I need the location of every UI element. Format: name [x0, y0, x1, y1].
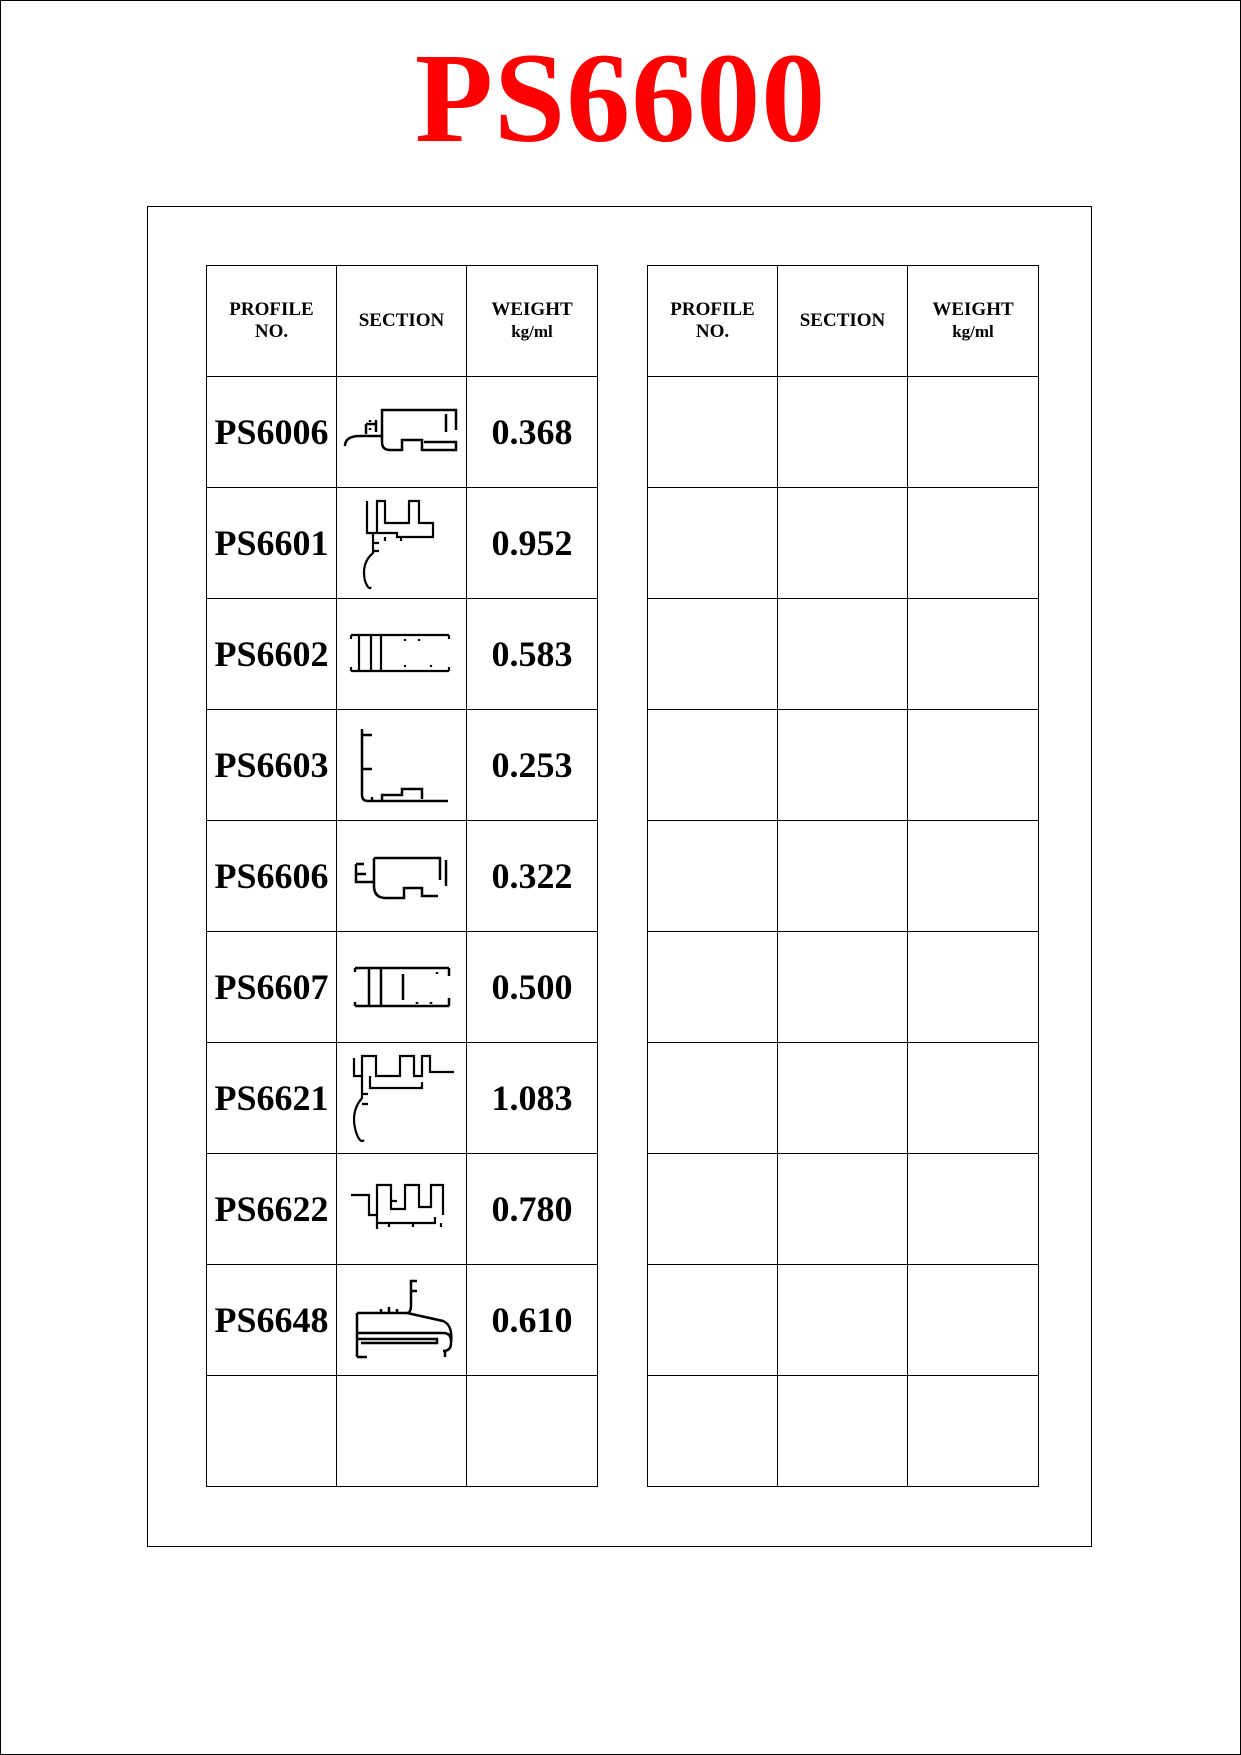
profile-ps6601-icon [357, 493, 447, 593]
weight-value: 0.583 [467, 599, 598, 710]
header-profile-label: PROFILE [229, 299, 314, 320]
profile-table-right [647, 265, 1039, 1487]
profile-number: PS6603 [207, 710, 337, 821]
empty-cell [778, 1376, 908, 1487]
empty-cell [908, 377, 1039, 488]
profile-ps6622-icon [347, 1179, 457, 1239]
header-profile-label: PROFILE [670, 299, 755, 320]
table-row [207, 488, 598, 599]
section-cell [337, 710, 467, 821]
table-row [207, 599, 598, 710]
empty-cell [778, 1265, 908, 1376]
header-unit-label: kg/ml [511, 322, 553, 341]
empty-cell [778, 932, 908, 1043]
header-no-label: NO. [254, 321, 289, 342]
table-row-empty [648, 599, 1039, 710]
section-cell [337, 821, 467, 932]
weight-value: 0.780 [467, 1154, 598, 1265]
empty-cell [207, 1376, 337, 1487]
table-row-empty [648, 1043, 1039, 1154]
table-row [207, 1043, 598, 1154]
profile-table-left [206, 265, 598, 1487]
profile-ps6603-icon [352, 725, 452, 805]
empty-cell [778, 1154, 908, 1265]
empty-cell [908, 1043, 1039, 1154]
weight-value: 0.368 [467, 377, 598, 488]
empty-cell [337, 1376, 467, 1487]
page-title: PS6600 [414, 27, 827, 169]
weight-value: 0.322 [467, 821, 598, 932]
empty-cell [778, 710, 908, 821]
empty-cell [467, 1376, 598, 1487]
profile-number: PS6621 [207, 1043, 337, 1154]
header-weight [908, 266, 1039, 377]
empty-cell [648, 599, 778, 710]
empty-cell [908, 1376, 1039, 1487]
table-row [207, 1154, 598, 1265]
header-no-label: NO. [695, 321, 730, 342]
empty-cell [908, 1154, 1039, 1265]
header-weight-label: WEIGHT [491, 299, 573, 320]
profile-number: PS6602 [207, 599, 337, 710]
table-row [207, 932, 598, 1043]
table-row [207, 710, 598, 821]
empty-cell [908, 599, 1039, 710]
profile-ps6006-icon [342, 402, 462, 462]
table-row-empty [648, 710, 1039, 821]
table-row-empty [648, 488, 1039, 599]
header-section-label: SECTION [799, 310, 886, 331]
empty-cell [778, 377, 908, 488]
table-row [207, 1265, 598, 1376]
profile-ps6621-icon [342, 1048, 462, 1148]
empty-cell [648, 932, 778, 1043]
section-cell [337, 1265, 467, 1376]
section-cell [337, 932, 467, 1043]
table-header-row [207, 266, 598, 377]
weight-value: 0.500 [467, 932, 598, 1043]
profile-number: PS6648 [207, 1265, 337, 1376]
weight-value: 1.083 [467, 1043, 598, 1154]
empty-cell [908, 1265, 1039, 1376]
profile-number: PS6607 [207, 932, 337, 1043]
section-cell [337, 1154, 467, 1265]
empty-cell [648, 377, 778, 488]
empty-cell [648, 1376, 778, 1487]
empty-cell [908, 710, 1039, 821]
header-section [337, 266, 467, 377]
header-profile-no [648, 266, 778, 377]
empty-cell [778, 488, 908, 599]
table-row-empty [648, 377, 1039, 488]
header-section-label: SECTION [358, 310, 445, 331]
table-row-empty [648, 1376, 1039, 1487]
weight-value: 0.253 [467, 710, 598, 821]
empty-cell [778, 599, 908, 710]
section-cell [337, 377, 467, 488]
table-row-empty [648, 1154, 1039, 1265]
section-cell [337, 488, 467, 599]
profile-number: PS6622 [207, 1154, 337, 1265]
empty-cell [648, 1265, 778, 1376]
table-row-empty [648, 821, 1039, 932]
weight-value: 0.610 [467, 1265, 598, 1376]
table-row [207, 821, 598, 932]
empty-cell [648, 1154, 778, 1265]
table-row-empty [648, 932, 1039, 1043]
empty-cell [778, 821, 908, 932]
table-header-row [648, 266, 1039, 377]
profile-ps6602-icon [347, 629, 457, 679]
header-profile-no [207, 266, 337, 377]
profile-number: PS6601 [207, 488, 337, 599]
empty-cell [648, 1043, 778, 1154]
weight-value: 0.952 [467, 488, 598, 599]
profile-ps6607-icon [347, 962, 457, 1012]
profile-number: PS6606 [207, 821, 337, 932]
empty-cell [908, 488, 1039, 599]
section-cell [337, 1043, 467, 1154]
table-row-empty [648, 1265, 1039, 1376]
empty-cell [908, 821, 1039, 932]
empty-cell [908, 932, 1039, 1043]
empty-cell [778, 1043, 908, 1154]
section-cell [337, 599, 467, 710]
table-row [207, 377, 598, 488]
profile-ps6606-icon [352, 846, 452, 906]
table-row-empty [207, 1376, 598, 1487]
profile-number: PS6006 [207, 377, 337, 488]
header-weight-label: WEIGHT [932, 299, 1014, 320]
header-unit-label: kg/ml [952, 322, 994, 341]
profile-ps6648-icon [347, 1277, 457, 1363]
empty-cell [648, 488, 778, 599]
empty-cell [648, 821, 778, 932]
empty-cell [648, 710, 778, 821]
header-weight [467, 266, 598, 377]
header-section [778, 266, 908, 377]
